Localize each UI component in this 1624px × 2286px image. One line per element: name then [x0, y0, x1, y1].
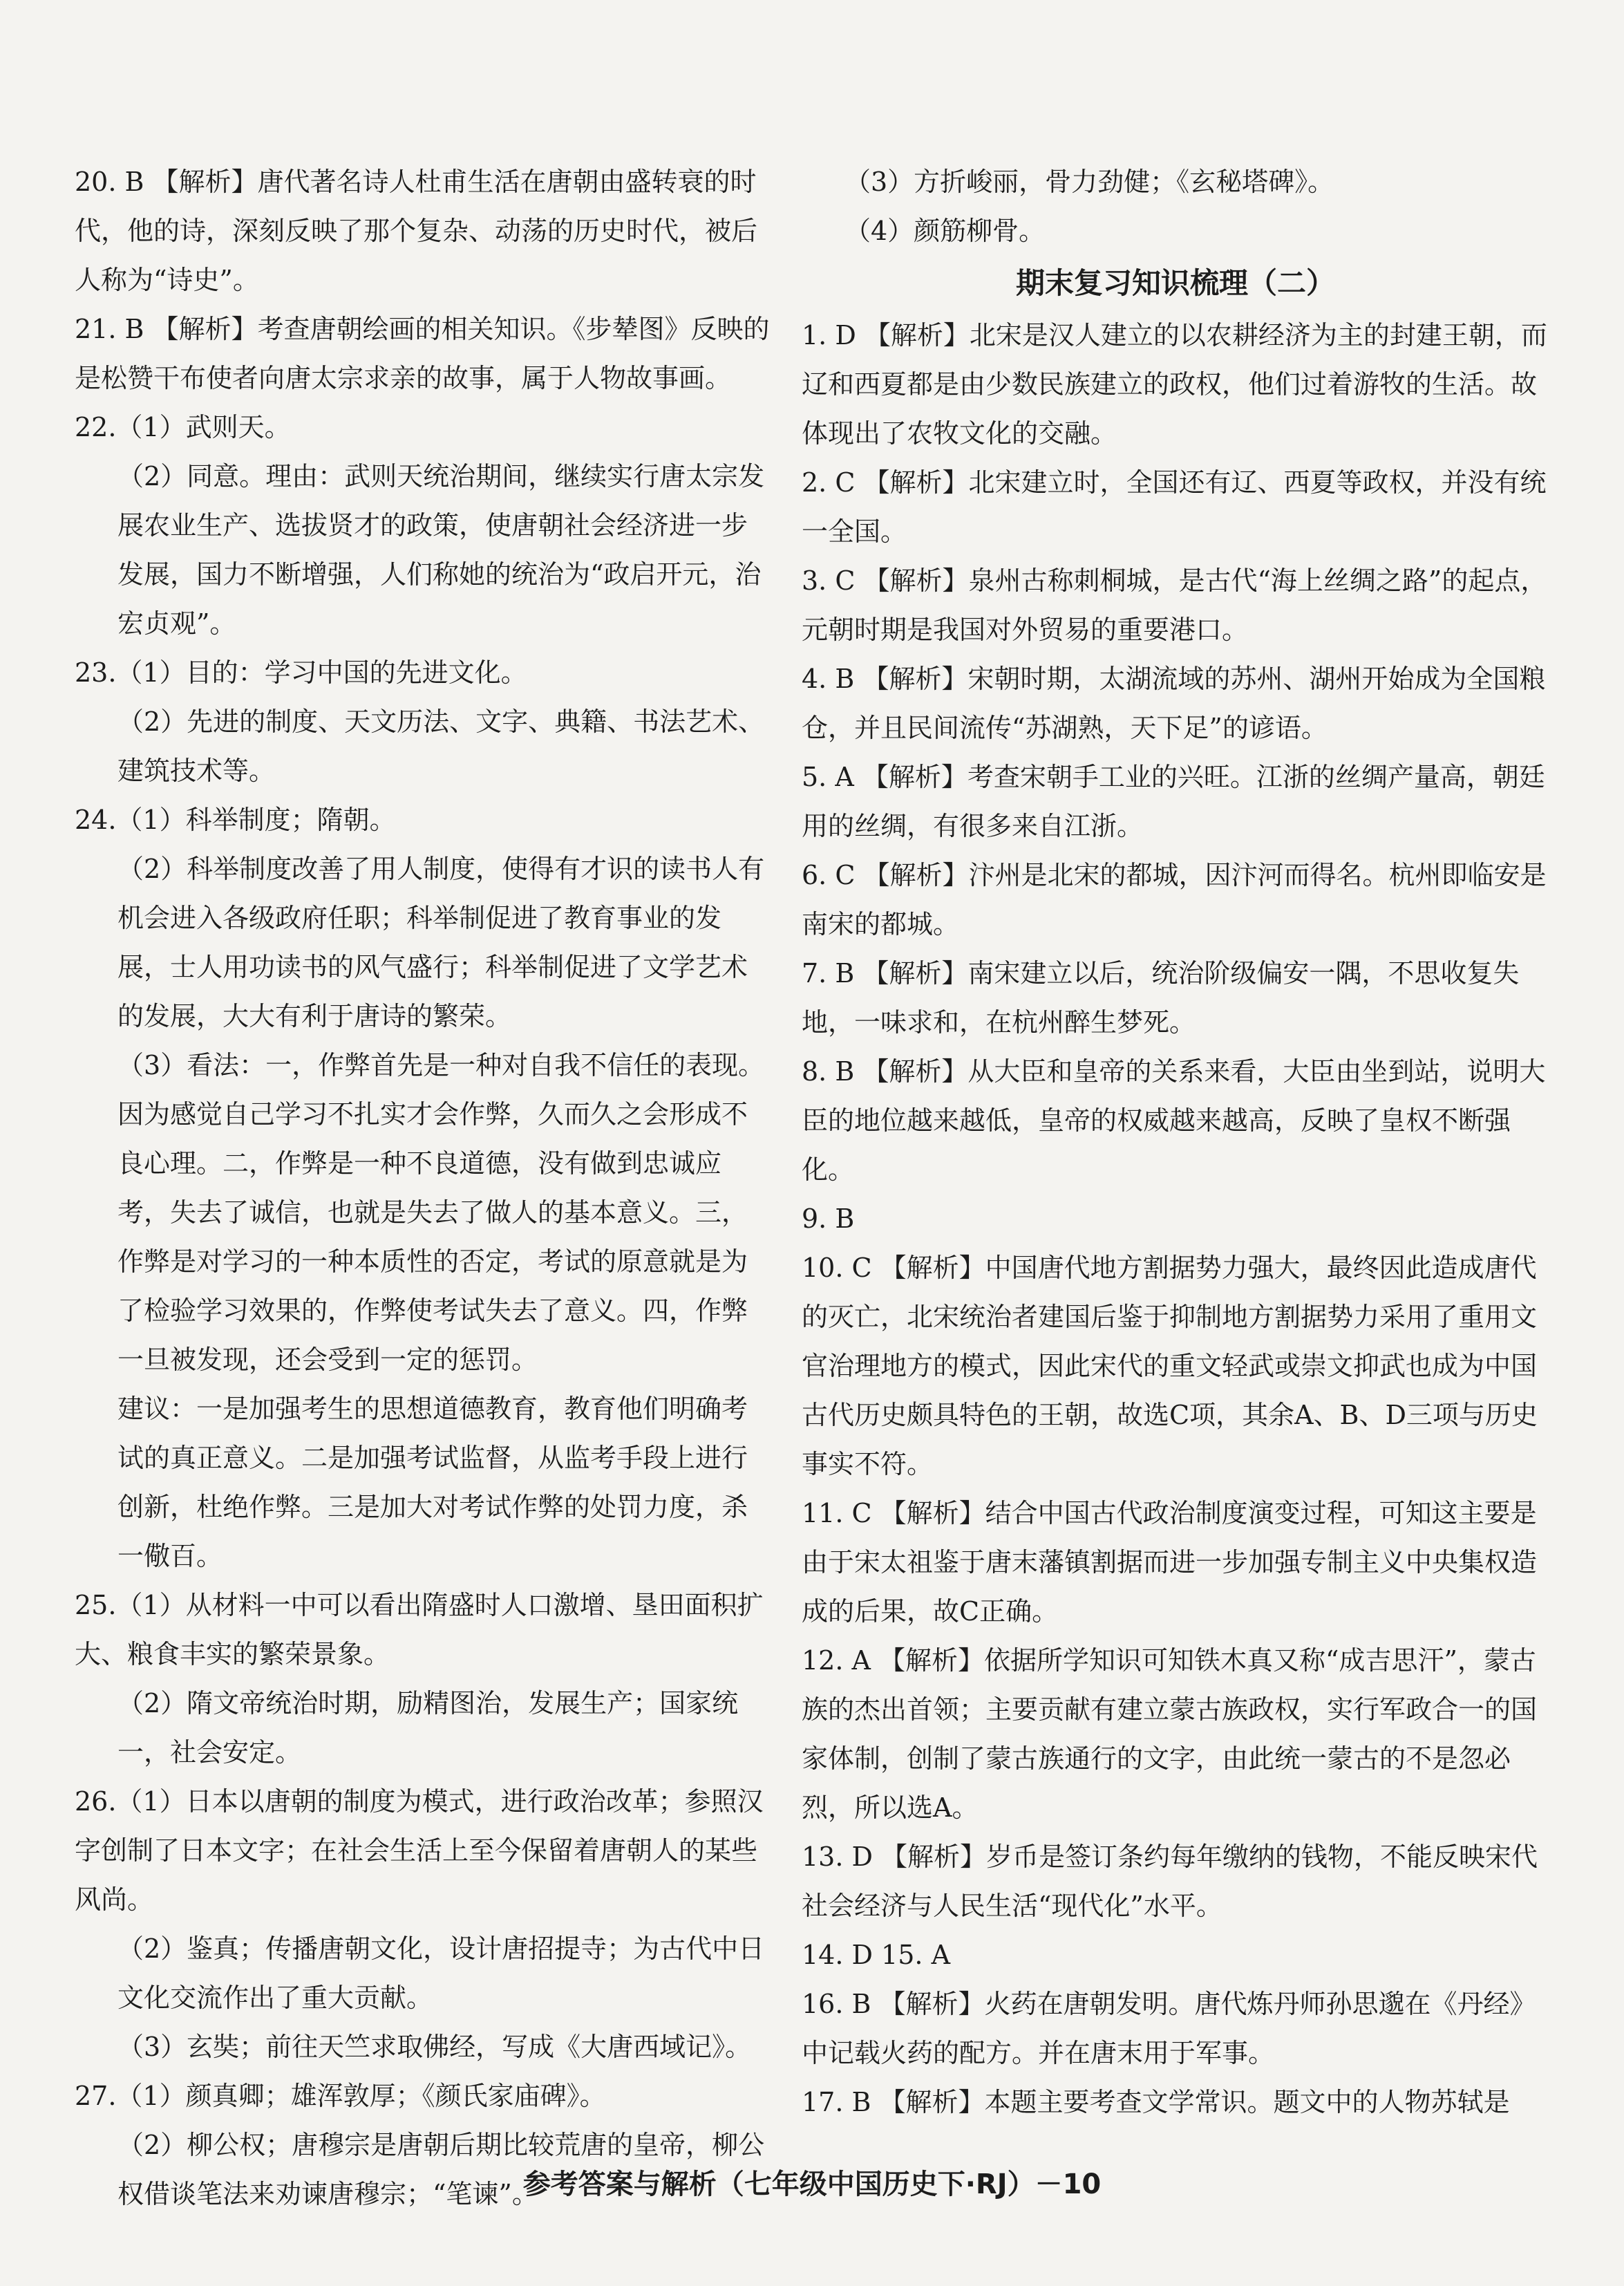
answer-item	[75, 305, 773, 403]
answer-item	[75, 648, 773, 796]
left-column	[75, 158, 773, 2219]
answer-item	[75, 1581, 773, 1777]
answer-item	[75, 403, 773, 648]
answer-item: 14. D 15. A	[802, 1940, 951, 1970]
answer-text: 20. B 【解析】唐代著名诗人杜甫生活在唐朝由盛转衰的时代，他的诗，深刻反映了那个复杂、动荡的历史时代，被后人称为“诗史”。	[75, 167, 758, 295]
answer-text: 24.（1）科举制度；隋朝。	[75, 805, 396, 835]
answer-item	[75, 1777, 773, 2072]
answer-subpart: （2）先进的制度、天文历法、文字、典籍、书法艺术、建筑技术等。	[117, 706, 765, 786]
answer-text: 27.（1）颜真卿；雄浑敦厚；《颜氏家庙碑》。	[75, 2081, 606, 2111]
answer-item: 13. D 【解析】岁币是签订条约每年缴纳的钱物，不能反映宋代社会经济与人民生活“现代化”水平。	[802, 1842, 1538, 1921]
answer-subpart: （2）同意。理由：武则天统治期间，继续实行唐太宗发展农业生产、选拔贤才的政策，使唐朝社会经济进一步发展，国力不断增强，人们称她的统治为“政启开元，治宏贞观”。	[117, 461, 765, 639]
answer-item: 7. B 【解析】南宋建立以后，统治阶级偏安一隅，不思收复失地，一味求和，在杭州醉生梦死。	[802, 958, 1520, 1038]
answer-item: 9. B	[802, 1203, 855, 1234]
answer-text: 23.（1）目的：学习中国的先进文化。	[75, 657, 527, 688]
answer-item: 5. A 【解析】考查宋朝手工业的兴旺。江浙的丝绸产量高，朝廷用的丝绸，有很多来自江浙。	[802, 762, 1545, 841]
answer-item: 4. B 【解析】宋朝时期，太湖流域的苏州、湖州开始成为全国粮仓，并且民间流传“苏湖熟，天下足”的谚语。	[802, 664, 1546, 743]
answer-subpart: （2）科举制度改善了用人制度，使得有才识的读书人有机会进入各级政府任职；科举制促进了教育事业的发展，士人用功读书的风气盛行；科举制促进了文学艺术的发展，大大有利于唐诗的繁荣。	[117, 854, 765, 1031]
right-column	[802, 158, 1549, 2127]
answer-subpart: （2）柳公权；唐穆宗是唐朝后期比较荒唐的皇帝，柳公权借谈笔法来劝谏唐穆宗；“笔谏”。	[117, 2130, 765, 2209]
answer-item: 10. C 【解析】中国唐代地方割据势力强大，最终因此造成唐代的灭亡，北宋统治者建国后鉴于抑制地方割据势力采用了重用文官治理地方的模式，因此宋代的重文轻武或崇文抑武也成为中国古代历史颇具特色的王朝，故选C项，其余A、B、D三项与历史事实不符。	[802, 1253, 1538, 1479]
answer-text: 25.（1）从材料一中可以看出隋盛时人口激增、垦田面积扩大、粮食丰实的繁荣景象。	[75, 1590, 764, 1669]
page-footer: 参考答案与解析（七年级中国历史下·RJ）－10	[522, 2168, 1102, 2200]
answer-text: 21. B 【解析】考查唐朝绘画的相关知识。《步辇图》反映的是松赞干布使者向唐太宗求亲的故事，属于人物故事画。	[75, 314, 770, 393]
answer-item	[75, 158, 773, 305]
answer-subpart: （3）玄奘；前往天竺求取佛经，写成《大唐西域记》。	[117, 2032, 752, 2062]
answer-item: 11. C 【解析】结合中国古代政治制度演变过程，可知这主要是由于宋太祖鉴于唐末藩镇割据而进一步加强专制主义中央集权造成的后果，故C正确。	[802, 1498, 1538, 1627]
answer-item: 1. D 【解析】北宋是汉人建立的以农耕经济为主的封建王朝，而辽和西夏都是由少数民族建立的政权，他们过着游牧的生活。故体现出了农牧文化的交融。	[802, 320, 1547, 449]
answer-item: 8. B 【解析】从大臣和皇帝的关系来看，大臣由坐到站，说明大臣的地位越来越低，皇帝的权威越来越高，反映了皇权不断强化。	[802, 1056, 1546, 1185]
answer-27-3: （3）方折峻丽，骨力劲健；《玄秘塔碑》。	[844, 167, 1334, 197]
answer-subpart: 建议：一是加强考生的思想道德教育，教育他们明确考试的真正意义。二是加强考试监督，从监考手段上进行创新，杜绝作弊。三是加大对考试作弊的处罚力度，杀一儆百。	[117, 1394, 748, 1571]
section-title: 期末复习知识梳理（二）	[1015, 266, 1335, 300]
answer-subpart: （3）看法：一，作弊首先是一种对自我不信任的表现。因为感觉自己学习不扎实才会作弊，久而久之会形成不良心理。二，作弊是一种不良道德，没有做到忠诚应考，失去了诚信，也就是失去了做人的基本意义。三，作弊是对学习的一种本质性的否定，考试的原意就是为了检验学习效果的，作弊使考试失去了意义。四，作弊一旦被发现，还会受到一定的惩罚。	[117, 1050, 765, 1375]
answer-item	[75, 796, 773, 1581]
answer-item: 17. B 【解析】本题主要考查文学常识。题文中的人物苏轼是	[802, 2087, 1510, 2117]
answer-item: 12. A 【解析】依据所学知识可知铁木真又称“成吉思汗”，蒙古族的杰出首领；主要贡献有建立蒙古族政权，实行军政合一的国家体制，创制了蒙古族通行的文字，由此统一蒙古的不是忽必烈，所以选A。	[802, 1645, 1538, 1823]
answer-item: 3. C 【解析】泉州古称刺桐城，是古代“海上丝绸之路”的起点，元朝时期是我国对外贸易的重要港口。	[802, 565, 1547, 645]
answer-item: 16. B 【解析】火药在唐朝发明。唐代炼丹师孙思邈在《丹经》中记载火药的配方。并在唐末用于军事。	[802, 1989, 1536, 2068]
answer-item: 6. C 【解析】汴州是北宋的都城，因汴河而得名。杭州即临安是南宋的都城。	[802, 860, 1547, 939]
answer-subpart: （2）隋文帝统治时期，励精图治，发展生产；国家统一，社会安定。	[117, 1688, 739, 1768]
answer-text: 22.（1）武则天。	[75, 412, 291, 442]
answer-text: 26.（1）日本以唐朝的制度为模式，进行政治改革；参照汉字创制了日本文字；在社会生活上至今保留着唐朝人的某些风尚。	[75, 1786, 764, 1915]
answer-item: 2. C 【解析】北宋建立时，全国还有辽、西夏等政权，并没有统一全国。	[802, 467, 1547, 547]
answer-27-4: （4）颜筋柳骨。	[844, 216, 1046, 246]
answer-subpart: （2）鉴真；传播唐朝文化，设计唐招提寺；为古代中日文化交流作出了重大贡献。	[117, 1933, 765, 2013]
